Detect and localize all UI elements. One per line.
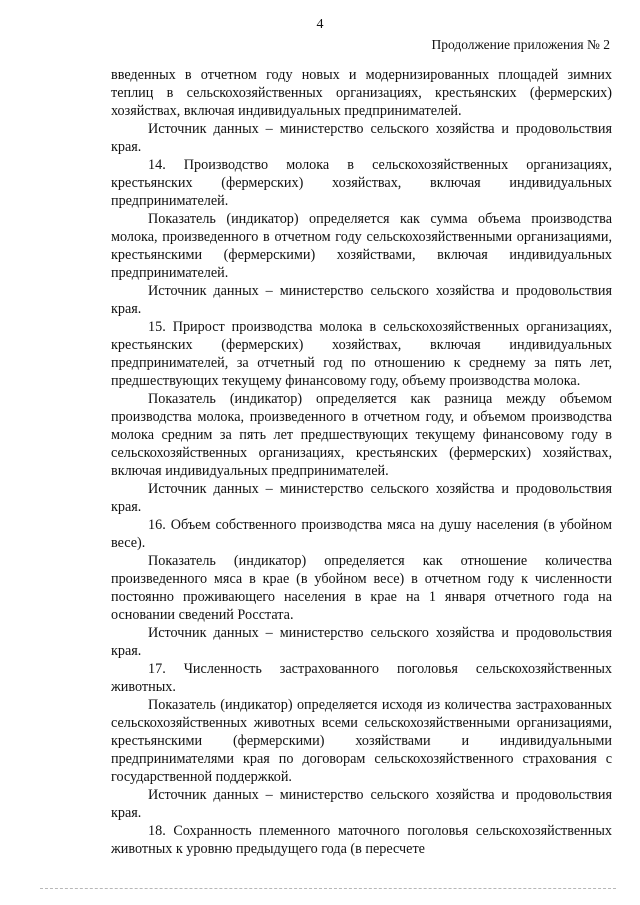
scan-edge-artifact [40, 888, 616, 889]
paragraph: 15. Прирост производства молока в сельскохозяйственных организациях, крестьянских (фермерских) хозяйствах, включая индивидуальных предпринимателей, за отчетный год по отношению к среднему за пять лет, предшествующих текущему финансовому году, объему производства молока. [111, 319, 612, 389]
paragraph: Показатель (индикатор) определяется как разница между объемом производства молока, произведенного в отчетном году, и объемом производства молока средним за пять лет предшествующих текущему финансовому году в сельскохозяйственных организациях, крестьянских (фермерских) хозяйствах, включая индивидуальных предпринимателей. [111, 391, 612, 479]
paragraph: Источник данных – министерство сельского хозяйства и продовольствия края. [111, 787, 612, 821]
document-body [111, 66, 612, 858]
paragraph: Источник данных – министерство сельского хозяйства и продовольствия края. [111, 121, 612, 155]
paragraph: 16. Объем собственного производства мяса на душу населения (в убойном весе). [111, 517, 612, 551]
paragraph: Источник данных – министерство сельского хозяйства и продовольствия края. [111, 481, 612, 515]
paragraph: Показатель (индикатор) определяется исходя из количества застрахованных сельскохозяйственных животных всеми сельскохозяйственными организациями, крестьянскими (фермерскими) хозяйствами и индивидуальными предпринимателями края по договорам сельскохозяйственного страхования с государственной поддержкой. [111, 697, 612, 785]
paragraph: 17. Численность застрахованного поголовья сельскохозяйственных животных. [111, 661, 612, 695]
page-number: 4 [316, 17, 324, 32]
appendix-continuation-header: Продолжение приложения № 2 [431, 37, 610, 52]
paragraph: Показатель (индикатор) определяется как отношение количества произведенного мяса в крае (в убойном весе) в отчетном году к численности постоянно проживающего населения в крае на 1 января отчетного года на основании сведений Росстата. [111, 553, 612, 623]
paragraph: Показатель (индикатор) определяется как сумма объема производства молока, произведенного в отчетном году сельскохозяйственными организациями, крестьянскими (фермерскими) хозяйствами, включая индивидуальных предпринимателей. [111, 211, 612, 281]
paragraph: введенных в отчетном году новых и модернизированных площадей зимних теплиц в сельскохозяйственных организациях, крестьянских (фермерских) хозяйствах, включая индивидуальных предпринимателей. [111, 67, 612, 119]
paragraph: 18. Сохранность племенного маточного поголовья сельскохозяйственных животных к уровню предыдущего года (в пересчете [111, 823, 612, 857]
paragraph: Источник данных – министерство сельского хозяйства и продовольствия края. [111, 283, 612, 317]
paragraph: 14. Производство молока в сельскохозяйственных организациях, крестьянских (фермерских) хозяйствах, включая индивидуальных предпринимателей. [111, 157, 612, 209]
paragraph: Источник данных – министерство сельского хозяйства и продовольствия края. [111, 625, 612, 659]
